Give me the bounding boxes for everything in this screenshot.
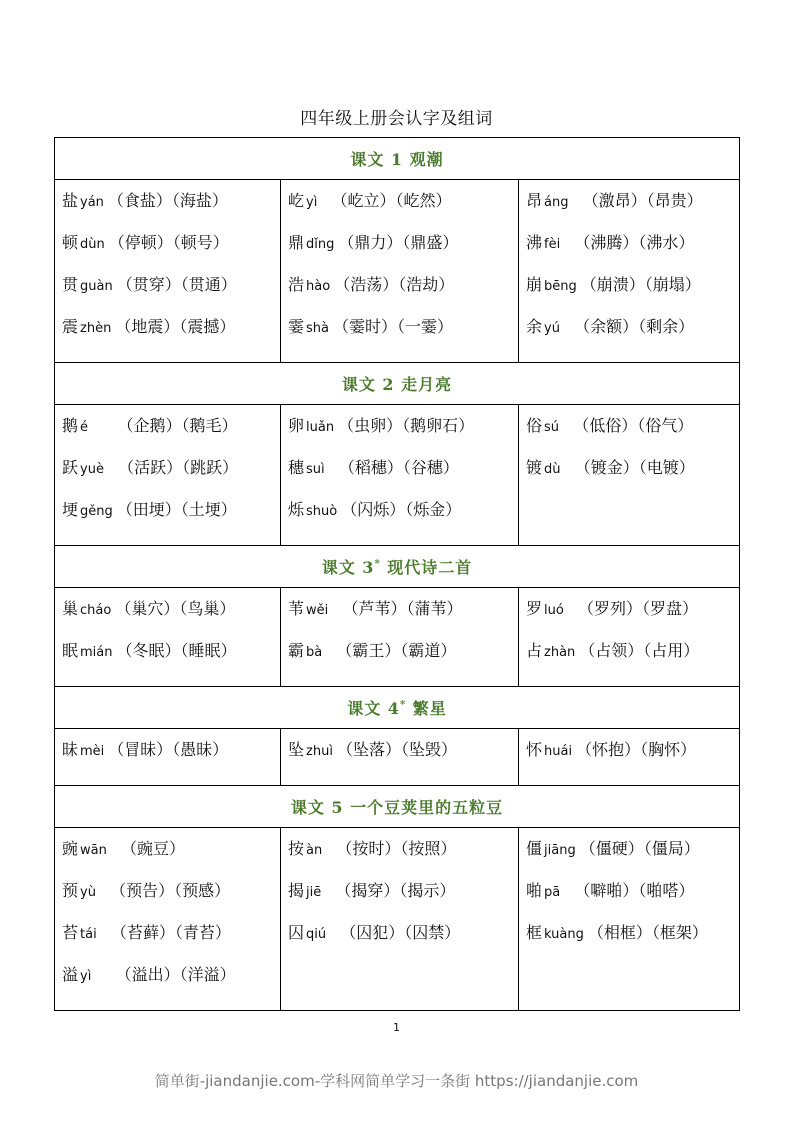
pinyin: yú: [544, 321, 560, 336]
pinyin: shuò: [306, 504, 338, 519]
word-column: [519, 588, 740, 687]
character: 霸: [288, 641, 305, 660]
word-column: [281, 828, 519, 1011]
word-column: [281, 180, 519, 363]
word-examples: （稻穗）（谷穗）: [328, 458, 459, 477]
word-entry: [62, 962, 280, 1004]
word-examples: （浩荡）（浩劫）: [334, 275, 455, 294]
pinyin: hào: [306, 279, 331, 294]
word-examples: （地震）（震撼）: [115, 317, 236, 336]
lesson-header-row: [55, 546, 740, 588]
word-examples: （冒昧）（愚昧）: [108, 740, 229, 759]
pinyin: dǐng: [306, 237, 335, 252]
character: 囚: [288, 923, 305, 942]
self-study-mark: *: [399, 699, 407, 711]
lesson-title-text: 课文 3: [321, 558, 375, 577]
word-examples: （噼啪）（啪嗒）: [564, 881, 695, 900]
word-examples: （虫卵）（鹅卵石）: [338, 416, 475, 435]
word-examples: （苔藓）（青苔）: [100, 923, 231, 942]
word-entry: [62, 737, 280, 779]
word-examples: （占领）（占用）: [579, 641, 700, 660]
document-title: 四年级上册会认字及组词: [300, 109, 493, 129]
pinyin: cháo: [80, 603, 112, 618]
pinyin: yù: [80, 885, 96, 900]
lesson-title: [55, 138, 740, 180]
word-entry: [526, 230, 739, 272]
character: 按: [288, 839, 305, 858]
character: 昂: [526, 191, 543, 210]
word-column: [281, 405, 519, 546]
lesson-title: [55, 363, 740, 405]
word-examples: （囚犯）（囚禁）: [330, 923, 461, 942]
word-column: [55, 405, 281, 546]
word-entry: [288, 836, 518, 878]
word-examples: （余额）（剩余）: [563, 317, 695, 336]
word-examples: （溢出）（洋溢）: [95, 965, 236, 984]
word-column: [519, 729, 740, 786]
character: 屹: [288, 191, 305, 210]
word-examples: （怀抱）（胸怀）: [576, 740, 697, 759]
word-entry: [526, 272, 739, 314]
pinyin: yán: [80, 195, 104, 210]
character: 贯: [62, 275, 79, 294]
word-column: [55, 729, 281, 786]
word-entry: [288, 596, 518, 638]
word-examples: （食盐）（海盐）: [107, 191, 228, 210]
character: 巢: [62, 599, 79, 618]
character: 余: [526, 317, 543, 336]
word-entry: [62, 230, 280, 272]
word-entry: [288, 497, 518, 539]
word-entry: [288, 878, 518, 920]
pinyin: fèi: [544, 237, 561, 252]
word-examples: （闪烁）（烁金）: [341, 500, 462, 519]
lesson-header-row: [55, 363, 740, 405]
pinyin: wān: [80, 843, 107, 858]
pinyin: é: [80, 420, 89, 435]
pinyin: luó: [544, 603, 564, 618]
word-entry: [288, 638, 518, 680]
word-entry: [288, 272, 518, 314]
character: 跃: [62, 458, 79, 477]
pinyin: tái: [80, 927, 97, 942]
pinyin: huái: [544, 744, 573, 759]
character: 占: [526, 641, 543, 660]
pinyin: yì: [80, 969, 92, 984]
word-entry: [288, 188, 518, 230]
word-entry: [62, 272, 280, 314]
word-entry: [288, 737, 518, 779]
word-examples: （沸腾）（沸水）: [564, 233, 695, 252]
word-examples: （罗列）（罗盘）: [567, 599, 699, 618]
word-examples: （按时）（按照）: [326, 839, 457, 858]
character: 僵: [526, 839, 543, 858]
character: 苔: [62, 923, 79, 942]
word-entry: [62, 920, 280, 962]
word-entry: [288, 455, 518, 497]
word-examples: （霎时）（一霎）: [333, 317, 454, 336]
word-table: [54, 137, 740, 1011]
character: 卵: [288, 416, 305, 435]
lesson-words-row: [55, 405, 740, 546]
pinyin: suì: [306, 462, 325, 477]
lesson-title-text: 课文 1 观潮: [350, 150, 444, 169]
word-column: [281, 729, 519, 786]
pinyin: zhèn: [80, 321, 112, 336]
pinyin: mèi: [80, 744, 105, 759]
word-entry: [288, 920, 518, 962]
pinyin: àn: [306, 843, 323, 858]
pinyin: pā: [544, 885, 561, 900]
word-examples: （坠落）（坠毁）: [336, 740, 457, 759]
pinyin: sú: [544, 420, 560, 435]
pinyin: qiú: [306, 927, 327, 942]
pinyin: yì: [306, 195, 318, 210]
character: 啪: [526, 881, 543, 900]
word-entry: [62, 638, 280, 680]
word-examples: （镀金）（电镀）: [564, 458, 695, 477]
pinyin: shà: [306, 321, 329, 336]
pinyin: dù: [544, 462, 561, 477]
character: 鹅: [62, 416, 79, 435]
pinyin: gěng: [80, 504, 113, 519]
pinyin: guàn: [80, 279, 113, 294]
pinyin: yuè: [80, 462, 104, 477]
word-entry: [526, 314, 739, 356]
word-entry: [62, 413, 280, 455]
word-entry: [526, 596, 739, 638]
word-entry: [526, 836, 739, 878]
word-entry: [526, 638, 739, 680]
word-examples: （鼎力）（鼎盛）: [338, 233, 459, 252]
word-entry: [526, 413, 739, 455]
word-examples: （巢穴）（鸟巢）: [115, 599, 236, 618]
character: 眠: [62, 641, 79, 660]
pinyin: áng: [544, 195, 569, 210]
word-column: [55, 588, 281, 687]
character: 镀: [526, 458, 543, 477]
word-examples: （崩溃）（崩塌）: [580, 275, 701, 294]
character: 揭: [288, 881, 305, 900]
lesson-header-row: [55, 786, 740, 828]
character: 烁: [288, 500, 305, 519]
word-examples: （霸王）（霸道）: [326, 641, 457, 660]
self-study-mark: *: [374, 558, 381, 570]
word-column: [519, 180, 740, 363]
word-examples: （豌豆）: [110, 839, 186, 858]
lesson-title: [55, 786, 740, 828]
character: 溢: [62, 965, 79, 984]
pinyin: jiē: [306, 885, 322, 900]
word-examples: （低俗）（俗气）: [563, 416, 694, 435]
word-examples: （田埂）（土埂）: [116, 500, 237, 519]
lesson-header-row: [55, 138, 740, 180]
word-entry: [62, 314, 280, 356]
word-examples: （贯穿）（贯通）: [116, 275, 237, 294]
word-column: [55, 828, 281, 1011]
lesson-words-row: [55, 828, 740, 1011]
pinyin: luǎn: [306, 420, 335, 435]
word-examples: （冬眠）（睡眠）: [116, 641, 237, 660]
pinyin: bà: [306, 645, 323, 660]
word-entry: [62, 188, 280, 230]
word-examples: （揭穿）（揭示）: [325, 881, 456, 900]
word-examples: （活跃）（跳跃）: [107, 458, 239, 477]
word-entry: [62, 455, 280, 497]
pinyin: kuàng: [544, 927, 584, 942]
word-column: [519, 828, 740, 1011]
word-entry: [288, 413, 518, 455]
character: 震: [62, 317, 79, 336]
character: 坠: [288, 740, 305, 759]
word-column: [281, 588, 519, 687]
character: 苇: [288, 599, 305, 618]
word-column: [55, 180, 281, 363]
pinyin: jiāng: [544, 843, 576, 858]
page-number: 1: [393, 1021, 400, 1034]
word-column: [519, 405, 740, 546]
word-entry: [62, 497, 280, 539]
word-examples: （相框）（框架）: [587, 923, 708, 942]
word-entry: [526, 878, 739, 920]
word-entry: [526, 920, 739, 962]
lesson-words-row: [55, 729, 740, 786]
lesson-header-row: [55, 687, 740, 729]
word-entry: [62, 878, 280, 920]
lesson-words-row: [55, 588, 740, 687]
character: 俗: [526, 416, 543, 435]
pinyin: zhuì: [306, 744, 333, 759]
word-examples: （激昂）（昂贵）: [572, 191, 703, 210]
word-entry: [288, 230, 518, 272]
pinyin: dùn: [80, 237, 105, 252]
character: 沸: [526, 233, 543, 252]
lesson-title-rest: 现代诗二首: [380, 558, 473, 577]
word-entry: [288, 314, 518, 356]
character: 崩: [526, 275, 543, 294]
lesson-title: [55, 546, 740, 588]
word-entry: [526, 737, 739, 779]
word-examples: （预告）（预感）: [99, 881, 231, 900]
word-examples: （停顿）（顿号）: [108, 233, 229, 252]
pinyin: bēng: [544, 279, 577, 294]
word-entry: [526, 455, 739, 497]
character: 浩: [288, 275, 305, 294]
character: 豌: [62, 839, 79, 858]
word-entry: [526, 188, 739, 230]
lesson-title-text: 课文 4: [347, 699, 400, 718]
pinyin: zhàn: [544, 645, 576, 660]
word-entry: [62, 836, 280, 878]
character: 昧: [62, 740, 79, 759]
character: 罗: [526, 599, 543, 618]
character: 鼎: [288, 233, 305, 252]
word-examples: （芦苇）（蒲苇）: [332, 599, 463, 618]
character: 怀: [526, 740, 543, 759]
lesson-title: [55, 687, 740, 729]
word-examples: （企鹅）（鹅毛）: [92, 416, 238, 435]
character: 穗: [288, 458, 305, 477]
character: 顿: [62, 233, 79, 252]
character: 框: [526, 923, 543, 942]
lesson-title-text: 课文 5 一个豆荚里的五粒豆: [290, 798, 504, 817]
lesson-title-text: 课文 2 走月亮: [341, 375, 453, 394]
character: 霎: [288, 317, 305, 336]
character: 埂: [62, 500, 79, 519]
word-examples: （屹立）（屹然）: [321, 191, 452, 210]
word-examples: （僵硬）（僵局）: [579, 839, 700, 858]
word-entry: [62, 596, 280, 638]
pinyin: mián: [80, 645, 113, 660]
pinyin: wěi: [306, 603, 329, 618]
lesson-title-rest: 繁星: [406, 699, 447, 718]
character: 盐: [62, 191, 79, 210]
character: 预: [62, 881, 79, 900]
lesson-words-row: [55, 180, 740, 363]
footer-site-text: 简单街-jiandanjie.com-学科网简单学习一条街 https://jiandanjie.com: [154, 1072, 639, 1090]
